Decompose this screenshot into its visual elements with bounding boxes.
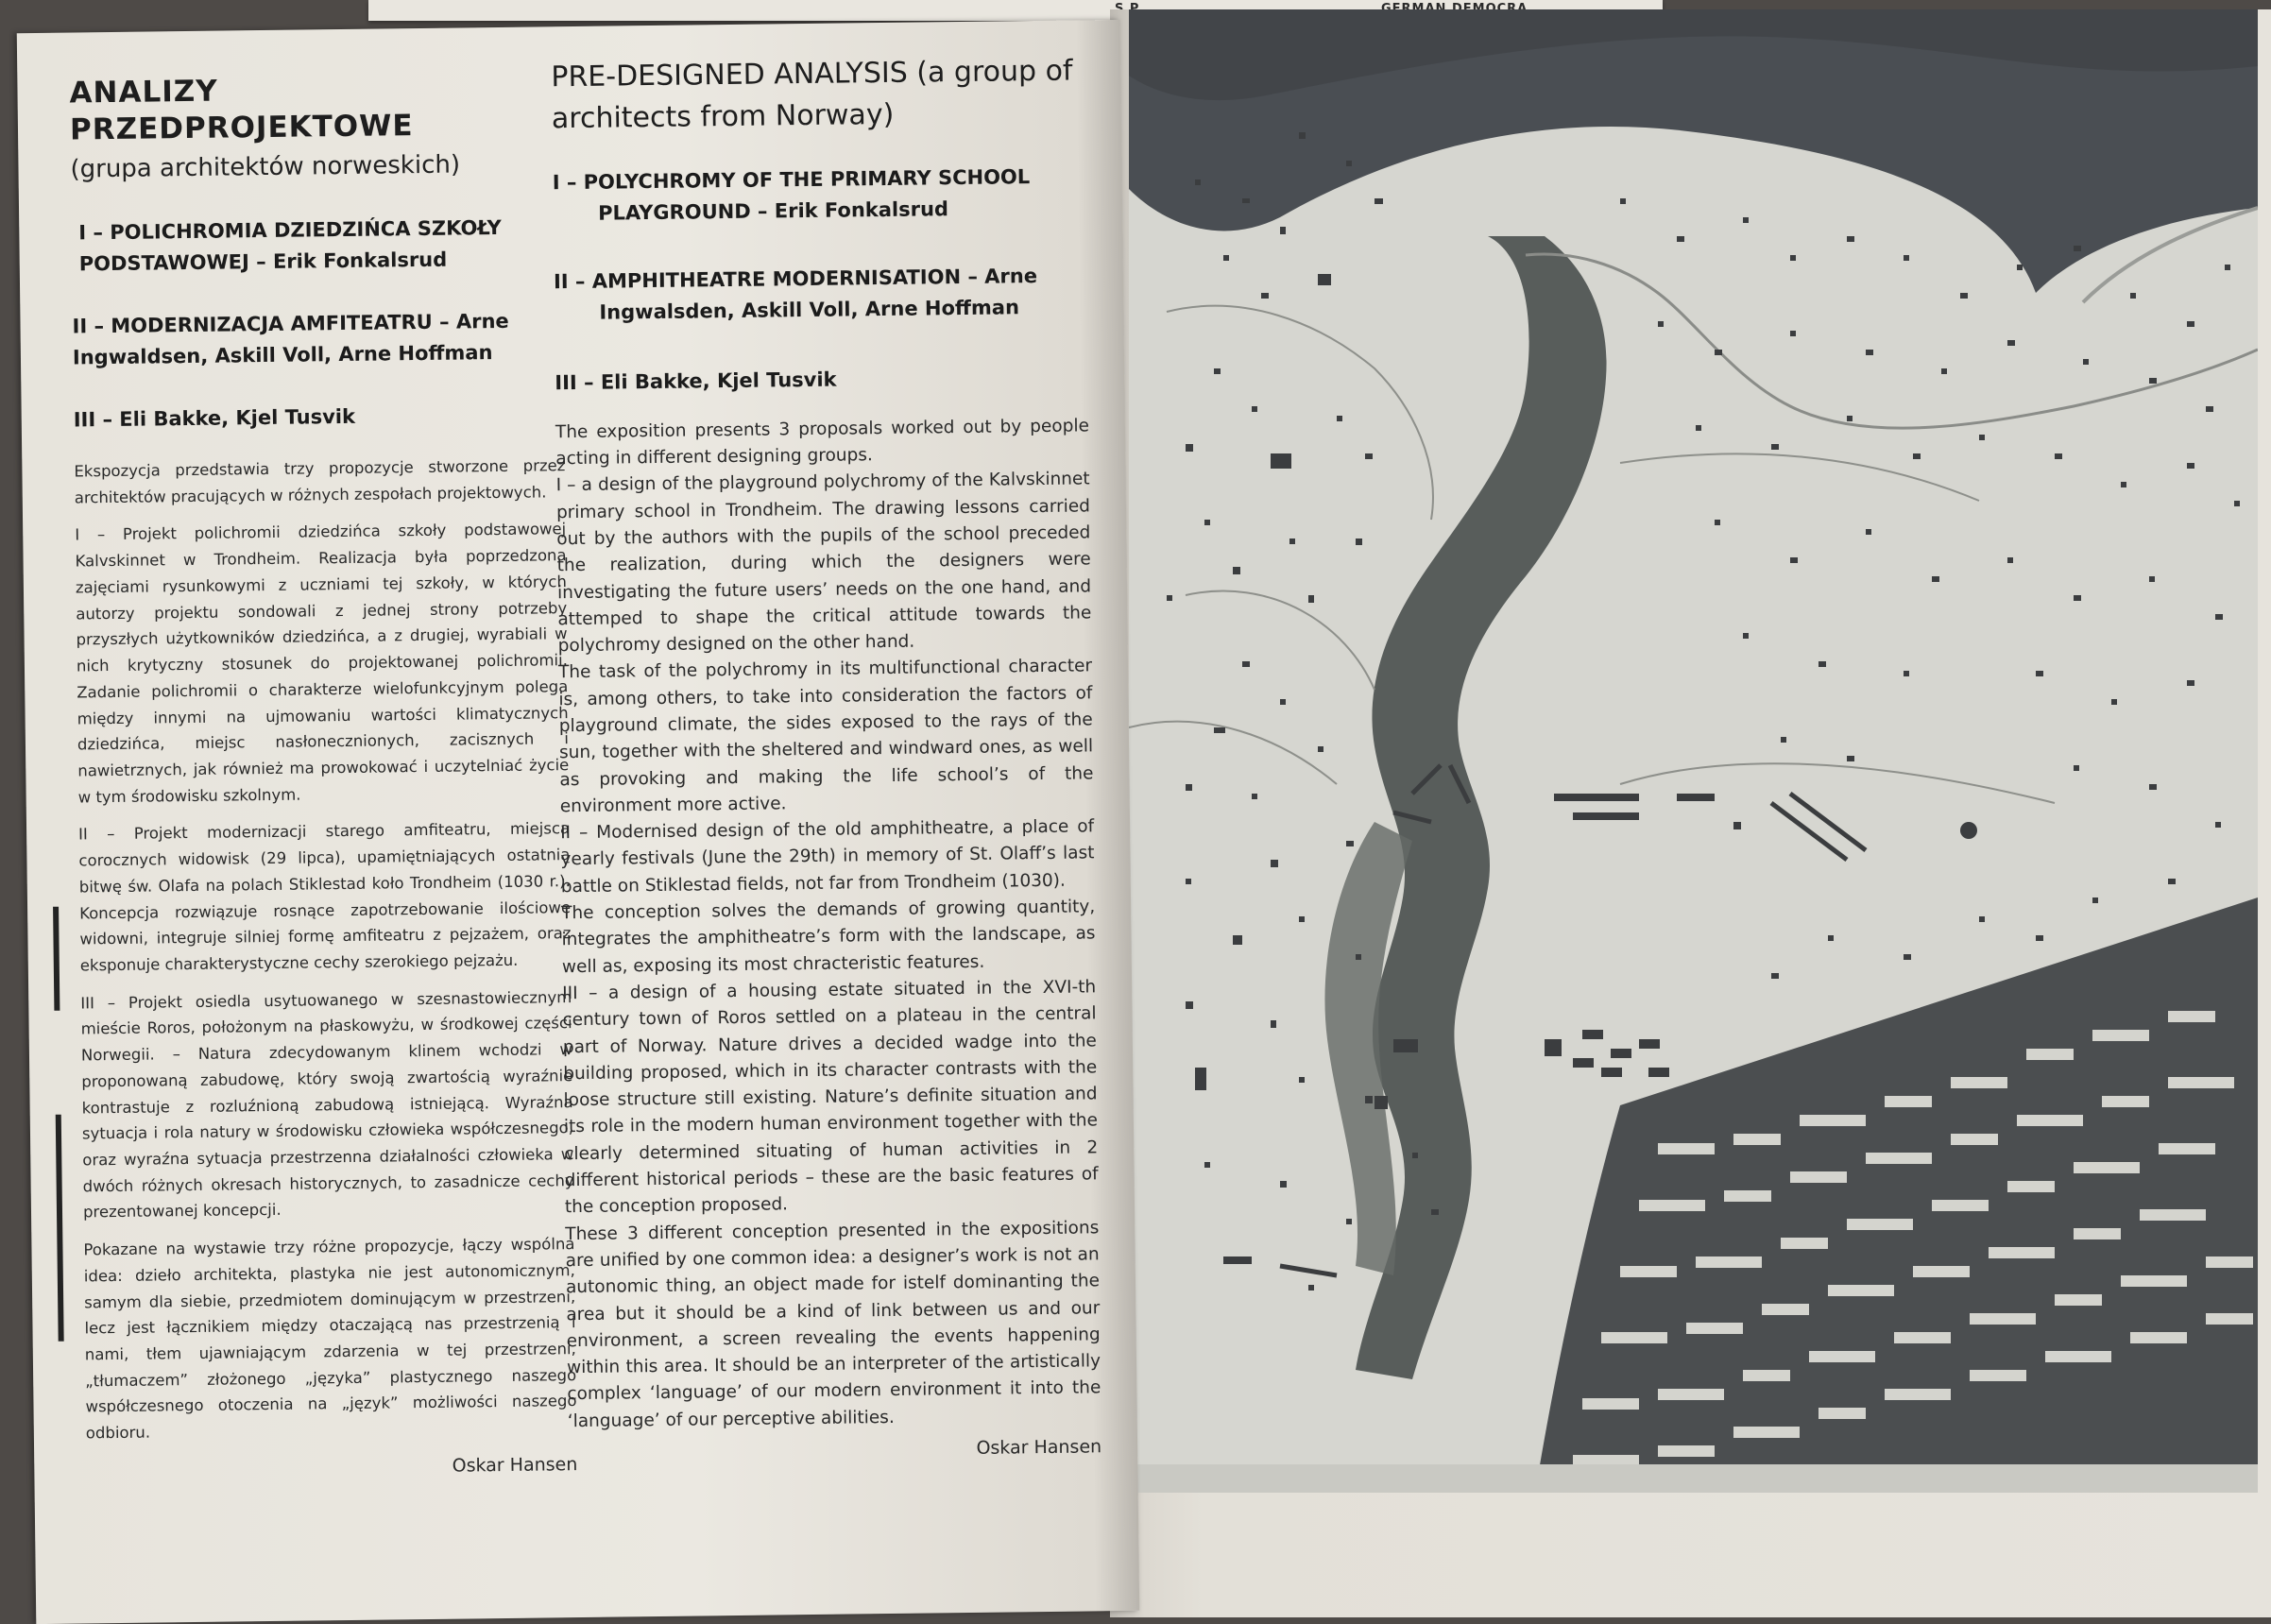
left-page: [17, 20, 1139, 1624]
english-paragraph: The conception solves the demands of growing quantity, integrates the amphitheatre’s form with the landscape, as well as, exposing its most chracteristic features.: [561, 897, 1096, 977]
polish-signature: Oskar Hansen: [452, 1453, 578, 1477]
english-title: [551, 50, 1085, 139]
english-signature: Oskar Hansen: [976, 1436, 1102, 1459]
polish-paragraph: Pokazane na wystawie trzy różne propozycje, łączy wspólna idea: dzieło architekta, plastyka nie jest autonomicznym, samym dla siebie, przedmiotem dominującym w przestrzeni, lecz jest łącznikiem między otaczającą nas przestrzenią i nami, tłem ujawniającym zdarzenia w tej przestrzeni, „tłumaczem” złożonego „języka” plastycznego naszego współczesnego otoczenia na „język” możliwości naszego odbioru.: [83, 1235, 577, 1443]
margin-line-mark: [56, 1115, 64, 1342]
english-item-1: I – POLYCHROMY OF THE PRIMARY SCHOOL PLAYGROUND – Erik Fonkalsrud: [552, 165, 1031, 225]
right-page: [1110, 9, 2271, 1617]
polish-item-2: II – MODERNIZACJA AMFITEATRU – Arne Ingwaldsen, Askill Voll, Arne Hoffman: [72, 310, 509, 369]
english-column: [551, 50, 1101, 1463]
english-paragraph: The task of the polychromy in its multifunctional character is, among others, to take into consideration the factors of playground climate, the sides exposed to the rays of the sun, together with the sheltered and windward ones, as well as provoking and making the life school’s of the environment more active.: [557, 656, 1094, 817]
polish-paragraph: II – Projekt modernizacji starego amfiteatru, miejsca corocznych widowisk (29 lipca), upamiętniających ostatnią bitwę św. Olafa na polach Stiklestad koło Trondheim (1030 r.). Koncepcja rozwiązuje rosnące zapotrzebowanie ilościowe widowni, integruje silniej formę amfiteatru z pejzażem, oraz eksponuje charakterystyczne cechy szerokiego pejzażu.: [78, 819, 572, 975]
polish-paragraph: Ekspozycja przedstawia trzy propozycje stworzone przez architektów pracujących w różnych zespołach projektowych.: [74, 456, 566, 507]
polish-paragraph: III – Projekt osiedla usytuowanego w szesnastowiecznym mieście Roros, położonym na płaskowyżu, w środkowej części Norwegii. – Natura zdecydowanym klinem wchodzi w proponowaną zabudowę, który swoją zwartością wyraźnie kontrastuje z rozluźnioną zabudową istniejącą. Wyraźna sytuacja i rola natury w środowisku człowieka współczesnego, oraz wyraźna sytuacja przestrzenna działalności człowieka w dwóch różnych okresach historycznych, to zasadnicze cechy prezentowanej koncepcji.: [80, 987, 574, 1222]
english-item-2: II – AMPHITHEATRE MODERNISATION – Arne Ingwalsden, Askill Voll, Arne Hoffman: [553, 265, 1038, 324]
english-paragraph: These 3 different conception presented in the expositions are unified by one common idea: a designer’s work is not an autonomic thing, an object made for istelf dominanting the area but it should be a kind of link between us and our environment, a screen revealing the events happening within this area. It should be an interpreter of the artistically complex ‘language’ of our modern environment it into the ‘language’ of our perceptive abilities.: [565, 1217, 1101, 1431]
english-paragraph: The exposition presents 3 proposals worked out by people acting in different designing groups.: [555, 416, 1090, 470]
english-title-rest: (a group of architects from Norway): [551, 54, 1073, 135]
polish-subtitle: (grupa architektów norweskich): [70, 149, 461, 184]
polish-title: ANALIZY PRZEDPROJEKTOWE: [69, 74, 414, 147]
english-title-caps: PRE-DESIGNED ANALYSIS: [551, 56, 908, 94]
polish-item-3: III – Eli Bakke, Kjel Tusvik: [73, 405, 356, 432]
polish-item-1: I – POLICHROMIA DZIEDZIŃCA SZKOŁY PODSTAWOWEJ – Erik Fonkalsrud: [78, 216, 502, 276]
aerial-site-plan-image: [1129, 9, 2258, 1493]
english-paragraph: II – Modernised design of the old amphitheatre, a place of yearly festivals (June the 29th) in memory of St. Olaff’s last battle on Stiklestad fields, not far from Trondheim (1030).: [560, 816, 1095, 897]
polish-column: [69, 69, 577, 1480]
english-paragraph: III – a design of a housing estate situated in the XVI-th century town of Roros settled on a plateau in the central part of Norway. Nature drives a decided wadge into the building proposed, which in its character contrasts with the loose structure still existing. Nature’s definite situation and its role in the modern human environment together with the clearly determined situating of human activities in 2 different historical periods – these are the basic features of the conception proposed.: [562, 977, 1099, 1218]
polish-paragraph: I – Projekt polichromii dziedzińca szkoły podstawowej Kalvskinnet w Trondheim. Realizacja była poprzedzona zajęciami rysunkowymi z uczniami tej szkoły, w których autorzy projektu sondowali z jednej strony potrzeby przyszłych użytkowników dziedzińca, a z drugiej, wyrabiali w nich krytyczny stosunek do projektowanej polichromii. Zadanie polichromii o charakterze wielofunkcyjnym polega między innymi na ujmowaniu wartości klimatycznych dziedzińca, miejsc nasłonecznionych, zacisznych i nawietrznych, jak również ma prowokować i uczytelniać życie w tym środowisku szkolnym.: [75, 520, 570, 807]
english-paragraph: I – a design of the playground polychromy of the Kalvskinnet primary school in Trondheim. The drawing lessons carried out by the authors with the pupils of the school preceded the realization, during which the designers were investigating the future users’ needs on the one hand, and attemped to shape the critical attitude towards the polychromy designed on the other hand.: [555, 469, 1092, 657]
margin-line-mark: [53, 907, 60, 1011]
english-item-3: III – Eli Bakke, Kjel Tusvik: [555, 368, 837, 395]
